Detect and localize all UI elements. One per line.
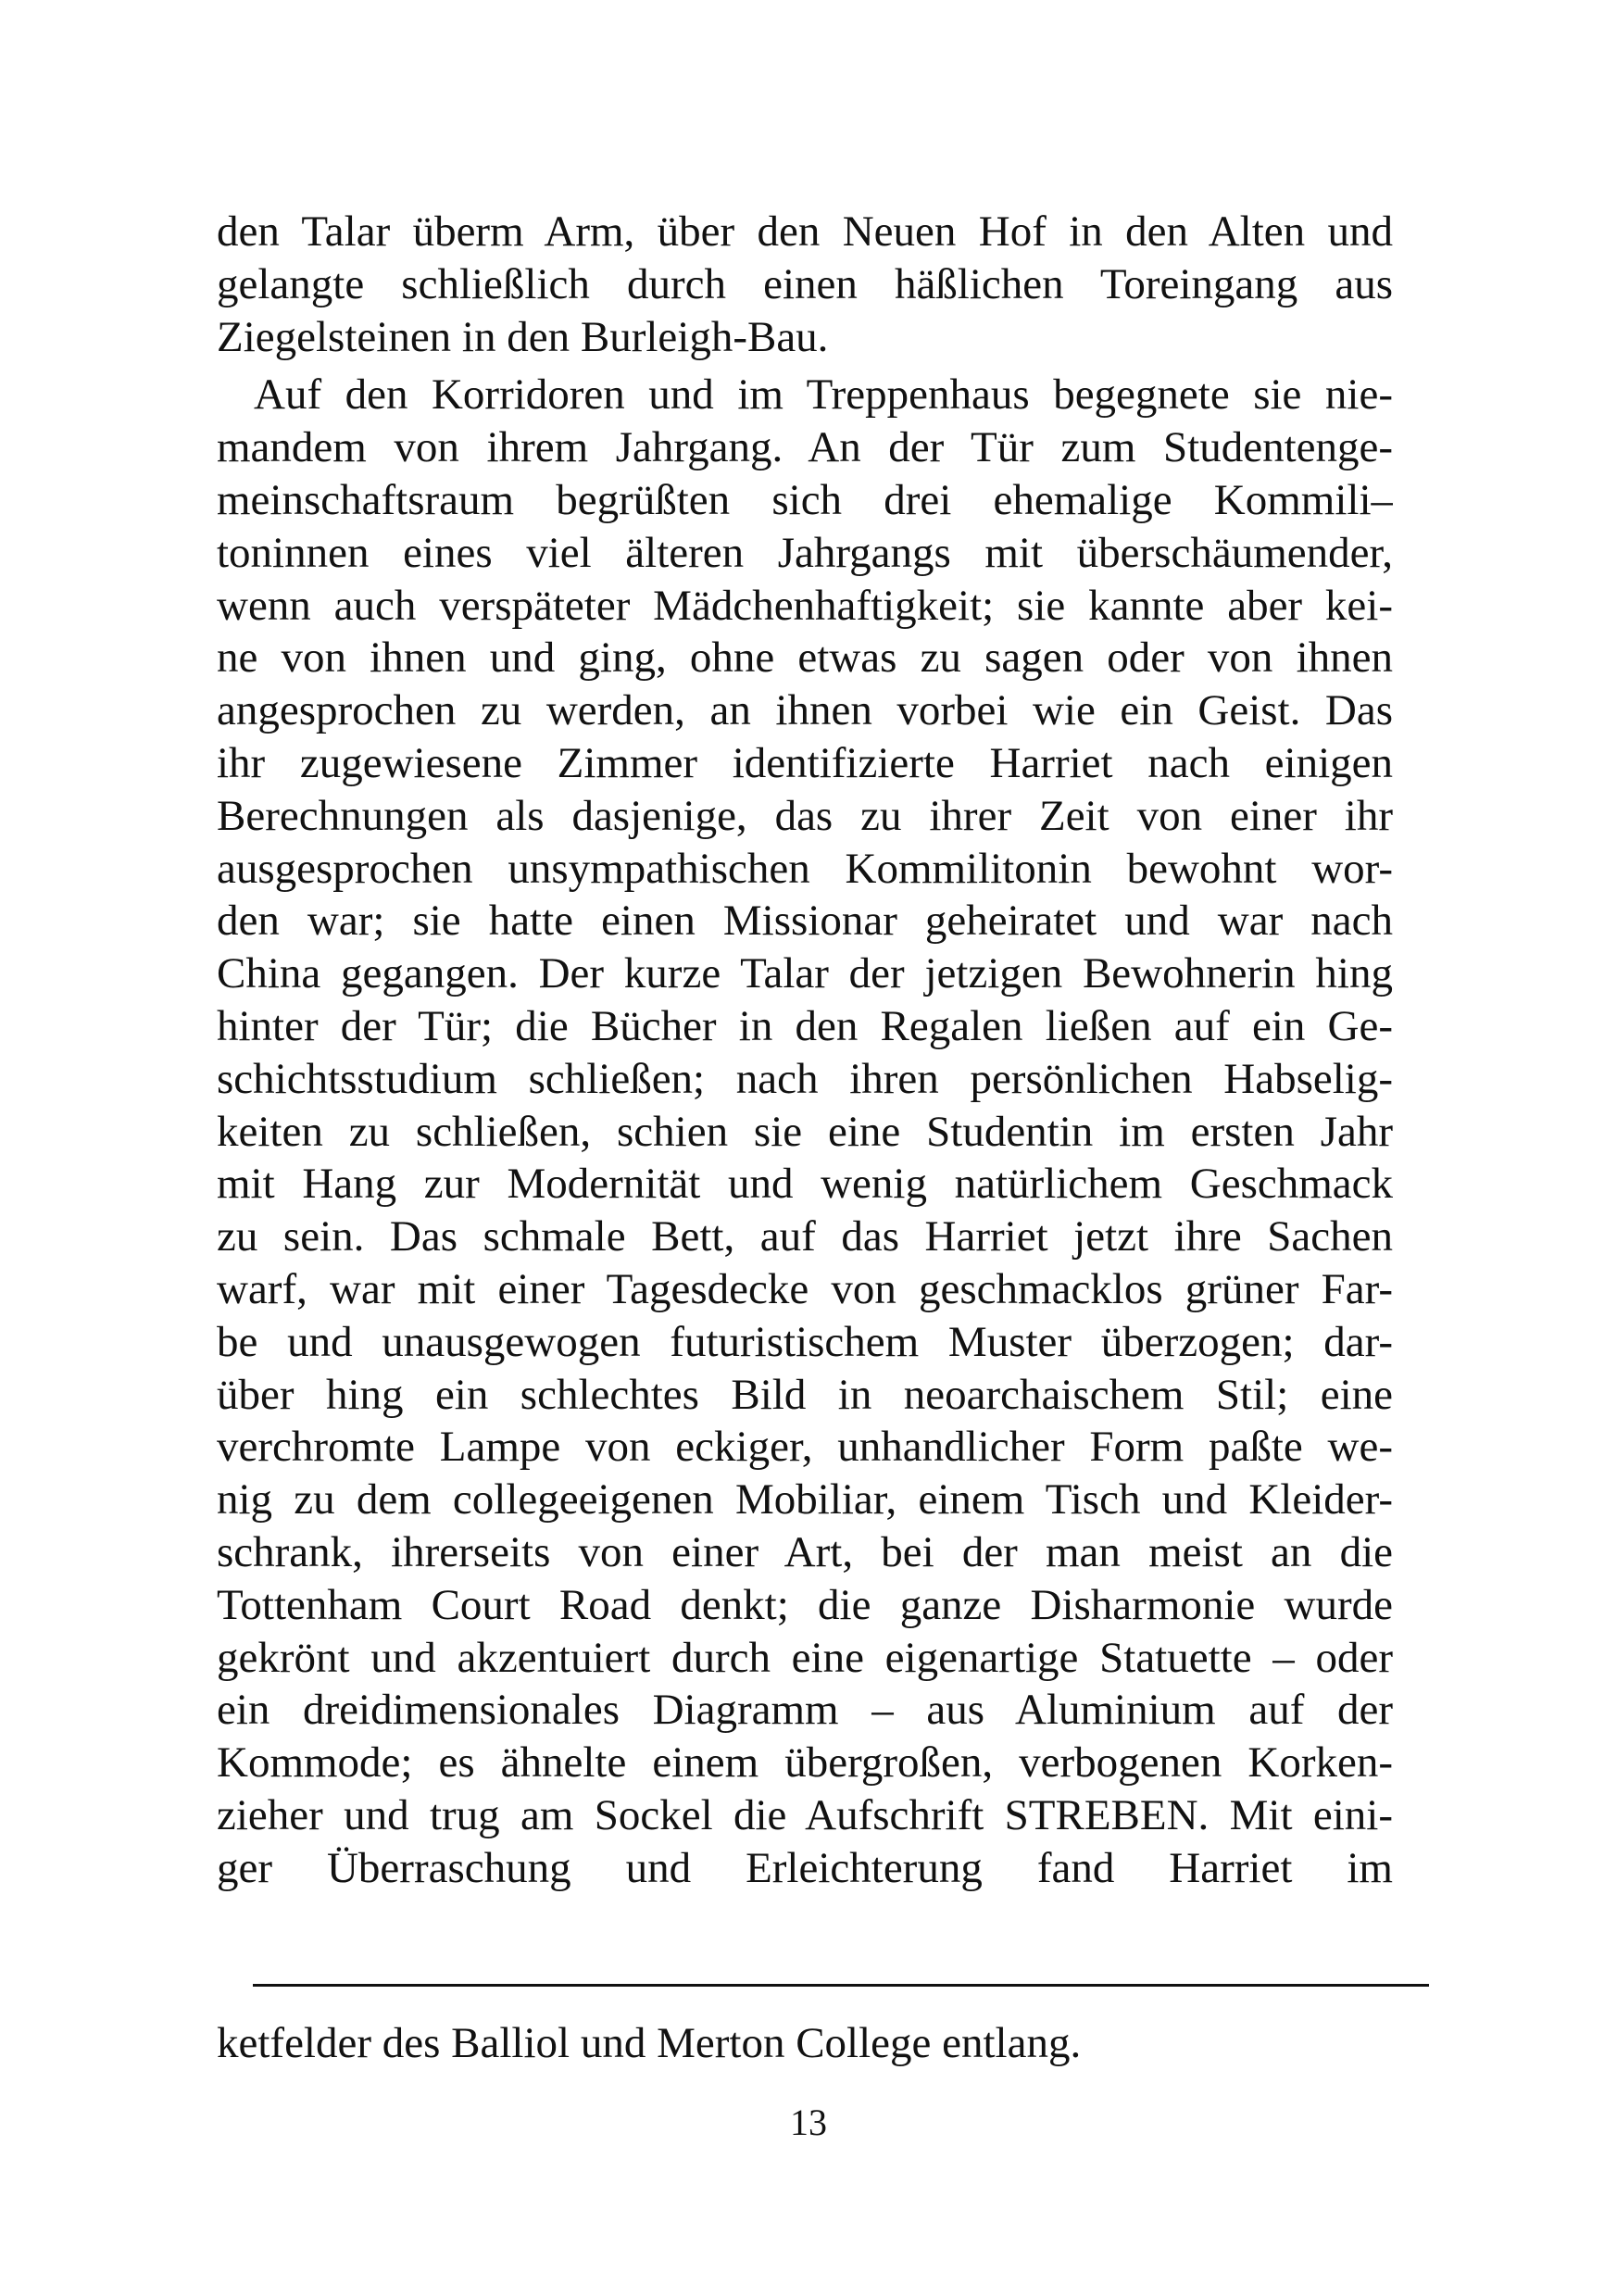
text-line: ein dreidimensionales Diagramm – aus Aluminium auf der: [217, 1686, 1393, 1735]
text-line: ne von ihnen und ging, ohne etwas zu sagen oder von ihnen: [217, 634, 1393, 683]
text-line: schichtsstudium schließen; nach ihren persönlichen Habselig-: [217, 1054, 1393, 1103]
text-line: über hing ein schlechtes Bild in neoarchaischem Stil; eine: [217, 1370, 1393, 1419]
text-line: warf, war mit einer Tagesdecke von geschmacklos grüner Far-: [217, 1264, 1393, 1313]
text-line: toninnen eines viel älteren Jahrgangs mit überschäumender,: [217, 528, 1393, 577]
paragraph-2: [217, 369, 1393, 1894]
text-line: Tottenham Court Road denkt; die ganze Disharmonie wurde: [217, 1580, 1393, 1629]
text-line: schrank, ihrerseits von einer Art, bei der man meist an die: [217, 1527, 1393, 1576]
text-line: zieher und trug am Sockel die Aufschrift STREBEN. Mit eini-: [217, 1790, 1393, 1839]
paragraph-1: [217, 206, 1393, 363]
text-line: keiten zu schließen, schien sie eine Studentin im ersten Jahr: [217, 1107, 1393, 1156]
text-line: Berechnungen als dasjenige, das zu ihrer Zeit von einer ihr: [217, 791, 1393, 840]
text-line: den Talar überm Arm, über den Neuen Hof in den Alten und: [217, 207, 1393, 256]
text-line: mit Hang zur Modernität und wenig natürlichem Geschmack: [217, 1160, 1393, 1209]
text-line: den war; sie hatte einen Missionar geheiratet und war nach: [217, 897, 1393, 946]
text-line: angesprochen zu werden, an ihnen vorbei wie ein Geist. Das: [217, 686, 1393, 735]
footnote-text: ketfelder des Balliol und Merton College entlang.: [217, 2019, 1082, 2067]
text-line: gekrönt und akzentuiert durch eine eigenartige Statuette – oder: [217, 1633, 1393, 1682]
footnote-separator: [253, 1984, 1429, 1987]
text-line: Kommode; es ähnelte einem übergroßen, verbogenen Korken-: [217, 1738, 1393, 1788]
text-line: ger Überraschung und Erleichterung fand Harriet im: [217, 1843, 1393, 1892]
text-line: verchromte Lampe von eckiger, unhandlicher Form paßte we-: [217, 1423, 1393, 1472]
text-line: ausgesprochen unsympathischen Kommilitonin bewohnt wor-: [217, 844, 1393, 893]
page-number: 13: [790, 2102, 827, 2143]
text-line: wenn auch verspäteter Mädchenhaftigkeit; sie kannte aber kei-: [217, 581, 1393, 630]
text-line: nig zu dem collegeeigenen Mobiliar, einem Tisch und Kleider-: [217, 1475, 1393, 1524]
text-line: ihr zugewiesene Zimmer identifizierte Harriet nach einigen: [217, 738, 1393, 787]
text-line: China gegangen. Der kurze Talar der jetzigen Bewohnerin hing: [217, 949, 1393, 998]
text-line: hinter der Tür; die Bücher in den Regalen ließen auf ein Ge-: [217, 1001, 1393, 1050]
text-line: Ziegelsteinen in den Burleigh-Bau.: [217, 312, 829, 361]
text-line: meinschaftsraum begrüßten sich drei ehemalige Kommili–: [217, 475, 1393, 524]
text-line: gelangte schließlich durch einen häßlichen Toreingang aus: [217, 259, 1393, 308]
body-text: [217, 206, 1393, 1895]
text-line: Auf den Korridoren und im Treppenhaus begegnete sie nie-: [254, 370, 1393, 420]
text-line: be und unausgewogen futuristischem Muster überzogen; dar-: [217, 1317, 1393, 1366]
text-line: zu sein. Das schmale Bett, auf das Harriet jetzt ihre Sachen: [217, 1212, 1393, 1261]
text-line: mandem von ihrem Jahrgang. An der Tür zum Studentenge-: [217, 423, 1393, 472]
